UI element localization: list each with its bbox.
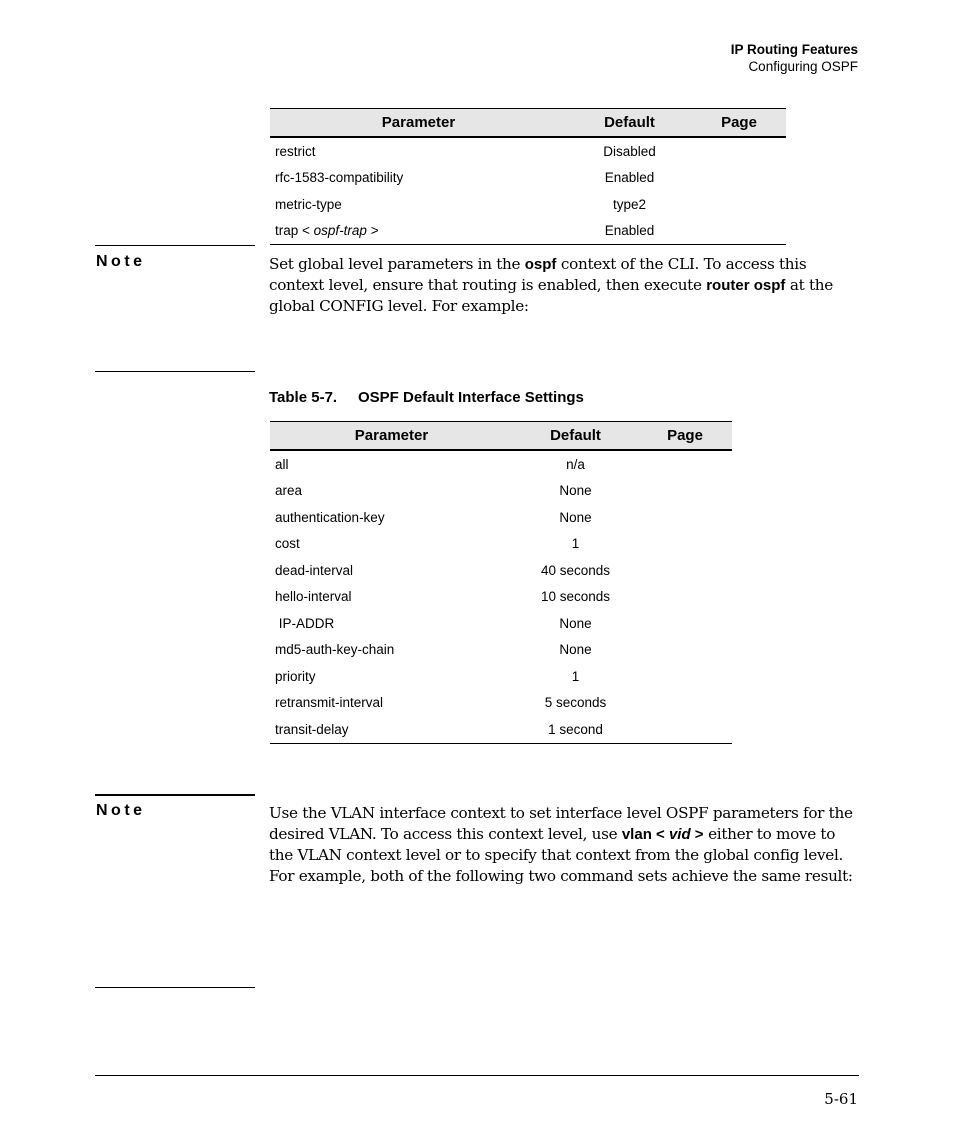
default-cell: None [559,509,592,525]
parameter-suffix: > [366,223,379,239]
note-text: Set global level parameters in the [269,255,525,273]
page-cell [638,716,732,743]
table-row [270,610,732,637]
table-row [270,637,732,664]
table-row [270,137,786,165]
parameter-cell: priority [275,668,316,684]
note-command: vlan < [621,826,669,843]
default-cell: None [559,642,592,658]
parameter-cell: IP-ADDR [275,615,335,631]
default-cell: Enabled [567,218,692,245]
page-cell [692,191,786,218]
table-row [270,450,732,478]
page-cell [692,165,786,192]
page-cell [638,478,732,505]
note-text: either to move to the VLAN context level or to specify that context from the global config level. For example, both of the following two command sets achieve the same result: [269,825,853,885]
table-row [270,663,732,690]
global-parameters-table [270,108,786,245]
parameter-cell [270,218,567,245]
table-row [270,478,732,505]
table-row [270,191,786,218]
default-cell: Disabled [603,143,656,159]
default-cell: n/a [566,456,585,472]
table-row [270,557,732,584]
table-caption [269,389,584,406]
parameter-cell: transit-delay [270,716,513,743]
note-command: router ospf [706,277,786,294]
table-number: Table 5-7. [269,389,338,406]
page-cell [638,450,732,478]
default-cell: None [559,615,592,631]
default-cell: None [559,483,592,499]
default-cell: 5 seconds [544,695,607,711]
note-command-variable: vid [668,826,691,843]
page-cell [638,584,732,611]
note-text: context of the CLI. To access this context level, ensure that routing is enabled, then execute [269,255,807,294]
table-row [270,716,732,743]
parameter-cell: authentication-key [275,509,385,525]
parameter-cell: retransmit-interval [275,695,384,711]
note-text: Use the VLAN interface context to set interface level OSPF parameters for the desired VLAN. To access this context level, use [269,804,853,843]
table-row [270,584,732,611]
table-row [270,504,732,531]
parameter-cell: all [275,456,289,472]
table-title: OSPF Default Interface Settings [358,389,584,406]
page-cell [692,137,786,165]
note-label: Note [96,253,146,270]
parameter-cell: metric-type [275,196,342,212]
note-body [269,803,861,887]
note-top-rule [95,794,255,796]
parameter-cell: restrict [275,143,316,159]
page-cell [692,218,786,245]
note-top-rule [95,245,255,246]
parameter-variable: ospf-trap [313,223,367,239]
parameter-cell: rfc-1583-compatibility [275,170,404,186]
default-cell: 1 second [513,716,638,743]
page-cell [638,663,732,690]
note-bottom-rule [95,987,255,988]
note-text: at the global CONFIG level. For example: [269,276,833,315]
column-header-parameter: Parameter [270,109,567,138]
running-header [731,41,858,75]
column-header-page: Page [692,109,786,138]
parameter-cell: cost [275,536,300,552]
parameter-cell: hello-interval [275,589,352,605]
default-cell: 40 seconds [540,562,611,578]
chapter-title: IP Routing Features [730,42,858,57]
page-cell [638,610,732,637]
default-cell: type2 [612,196,647,212]
note-body [269,254,861,317]
default-cell: 10 seconds [540,589,611,605]
parameter-cell: area [275,483,303,499]
note-bottom-rule [95,371,255,372]
page-cell [638,557,732,584]
table-row [270,690,732,717]
note-command: ospf [524,256,557,273]
parameter-cell: md5-auth-key-chain [275,642,395,658]
default-cell: 1 [571,668,580,684]
note-label: Note [96,802,146,819]
note-command: > [690,826,704,843]
page-cell [638,637,732,664]
parameter-cell: dead-interval [275,562,354,578]
default-cell: 1 [571,536,580,552]
table-row [270,165,786,192]
table-row [270,531,732,558]
column-header-parameter: Parameter [270,422,513,451]
default-cell: Enabled [604,170,655,186]
parameter-prefix: trap < [275,223,314,239]
page-cell [638,690,732,717]
column-header-default: Default [567,109,692,138]
section-title: Configuring OSPF [748,59,858,74]
page-number: 5-61 [824,1090,858,1108]
column-header-default: Default [513,422,638,451]
column-header-page: Page [638,422,732,451]
page-cell [638,504,732,531]
interface-settings-table [270,421,732,744]
table-header-row [270,422,732,451]
footer-rule [95,1075,859,1076]
page-cell [638,531,732,558]
table-row [270,218,786,245]
table-header-row [270,109,786,138]
